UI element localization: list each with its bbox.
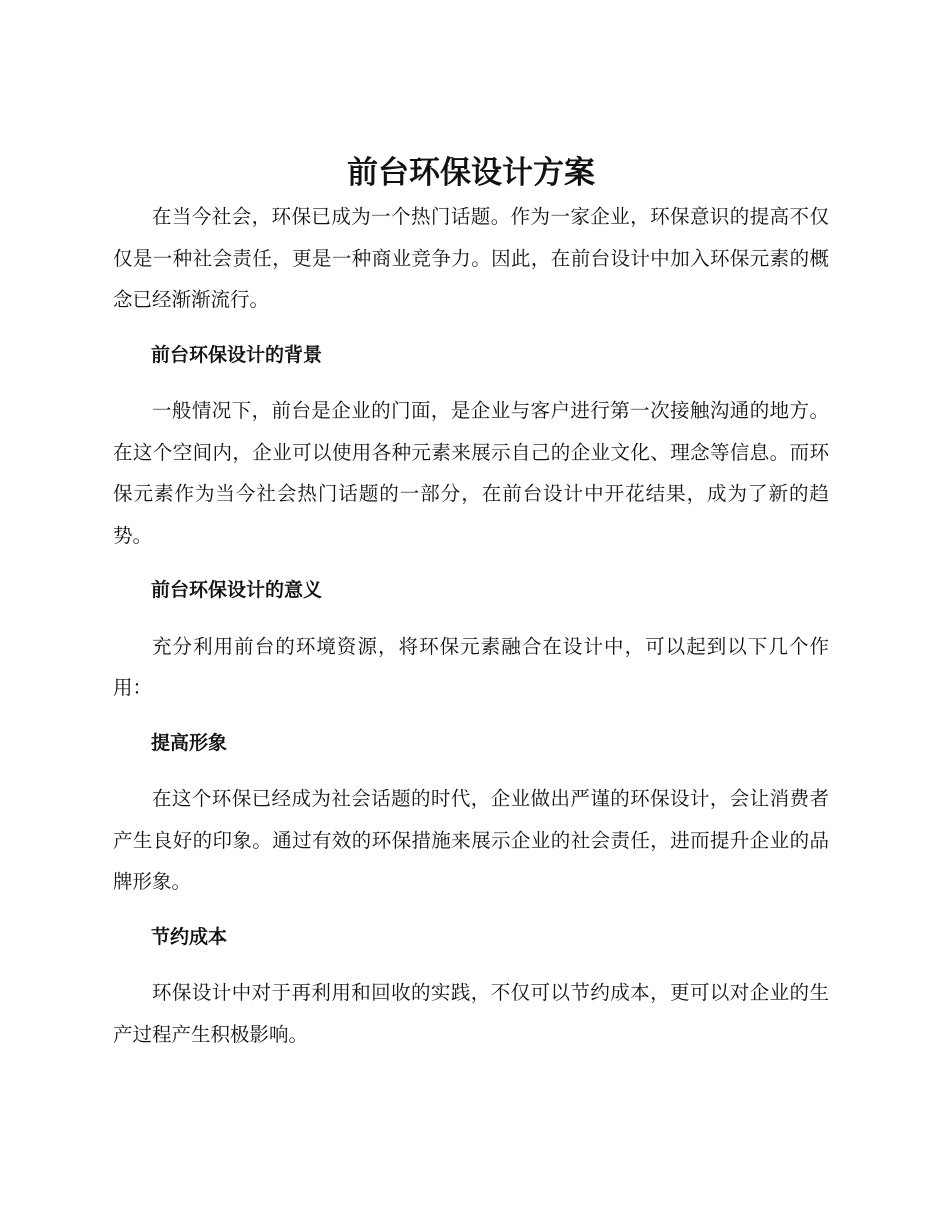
spacer — [113, 376, 829, 390]
document-page — [113, 150, 829, 1055]
section-heading-image: 提高形象 — [151, 731, 228, 754]
spacer — [113, 958, 829, 972]
section-body-background: 一般情况下，前台是企业的门面，是企业与客户进行第一次接触沟通的地方。在这个空间内，企业可以使用各种元素来展示自己的企业文化、理念等信息。而环保元素作为当今社会热门话题的一部分，在前台设计中开花结果，成为了新的趋势。 — [113, 399, 829, 547]
spacer — [113, 612, 829, 626]
document-title: 前台环保设计方案 — [347, 155, 595, 191]
spacer — [113, 764, 829, 778]
section-body-image: 在这个环保已经成为社会话题的时代，企业做出严谨的环保设计，会让消费者产生良好的印象。通过有效的环保措施来展示企业的社会责任，进而提升企业的品牌形象。 — [113, 787, 829, 893]
spacer — [113, 556, 829, 570]
section-heading-background: 前台环保设计的背景 — [151, 343, 323, 366]
section-heading-cost: 节约成本 — [151, 925, 228, 948]
spacer — [113, 709, 829, 723]
spacer — [113, 903, 829, 917]
intro-paragraph: 在当今社会，环保已成为一个热门话题。作为一家企业，环保意识的提高不仅仅是一种社会责任，更是一种商业竞争力。因此，在前台设计中加入环保元素的概念已经渐渐流行。 — [113, 205, 829, 311]
section-body-significance: 充分利用前台的环境资源，将环保元素融合在设计中，可以起到以下几个作用： — [113, 634, 829, 699]
spacer — [113, 321, 829, 335]
section-heading-significance: 前台环保设计的意义 — [151, 579, 323, 601]
section-body-cost: 环保设计中对于再利用和回收的实践，不仅可以节约成本，更可以对企业的生产过程产生积极影响。 — [113, 981, 829, 1046]
